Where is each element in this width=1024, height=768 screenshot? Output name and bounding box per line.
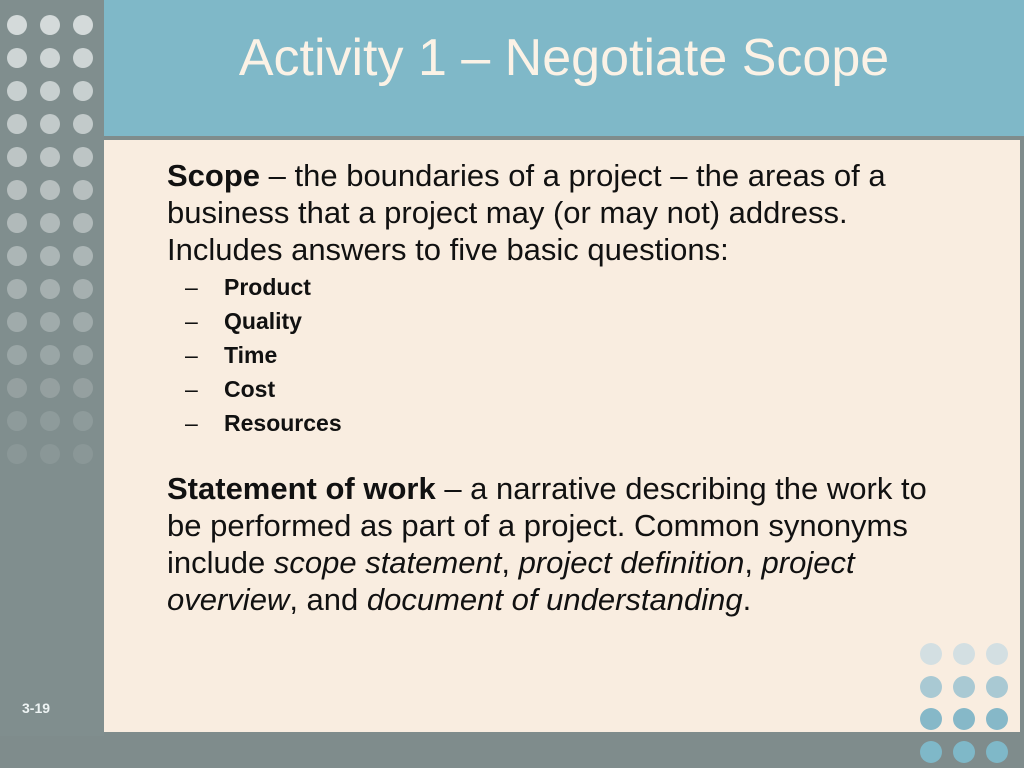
slide-number: 3-19: [22, 700, 51, 716]
decor-dot: [986, 741, 1008, 763]
decor-dot: [920, 708, 942, 730]
decor-dot: [7, 411, 27, 431]
decor-dot: [7, 213, 27, 233]
decor-dot: [40, 444, 60, 464]
decor-dot: [73, 81, 93, 101]
decor-dot: [953, 676, 975, 698]
decor-dot: [40, 147, 60, 167]
decor-dot: [7, 147, 27, 167]
decor-dot: [920, 741, 942, 763]
decor-dot: [7, 378, 27, 398]
list-item-label: Time: [224, 342, 278, 368]
list-item-label: Cost: [224, 376, 276, 402]
decor-dot: [986, 643, 1008, 665]
decor-dot: [40, 345, 60, 365]
list-item: [167, 304, 967, 338]
decor-dot: [7, 279, 27, 299]
decor-dot: [953, 741, 975, 763]
decor-dot: [73, 147, 93, 167]
decor-dot: [40, 378, 60, 398]
list-item: [167, 406, 967, 440]
dash-bullet: –: [185, 274, 198, 300]
decor-dot: [40, 279, 60, 299]
decorative-dot-grid: [0, 0, 104, 480]
decor-dot: [40, 246, 60, 266]
separator: ,: [744, 545, 762, 580]
list-item-label: Product: [224, 274, 311, 300]
statement-of-work-paragraph: [167, 470, 967, 618]
decor-dot: [40, 213, 60, 233]
decor-dot: [40, 15, 60, 35]
synonym-document-of-understanding: document of understanding: [366, 582, 743, 617]
title-bar: [104, 0, 1024, 136]
decor-dot: [7, 246, 27, 266]
decor-dot: [73, 378, 93, 398]
decor-dot: [953, 643, 975, 665]
decor-dot: [7, 15, 27, 35]
decor-dot: [73, 15, 93, 35]
decor-dot: [40, 48, 60, 68]
decor-dot: [7, 312, 27, 332]
list-item: [167, 372, 967, 406]
decor-dot: [73, 444, 93, 464]
scope-definition: – the boundaries of a project – the areas of a business that a project may (or may not) address. Includes answers to five basic questions:: [167, 158, 886, 267]
decor-dot: [7, 444, 27, 464]
synonym-project-overview: project overview: [167, 545, 855, 617]
dash-bullet: –: [185, 342, 198, 368]
decor-dot: [953, 708, 975, 730]
scope-paragraph: [167, 157, 967, 268]
decor-dot: [986, 708, 1008, 730]
decor-dot: [73, 180, 93, 200]
decor-dot: [40, 81, 60, 101]
dash-bullet: –: [185, 308, 198, 334]
list-item: [167, 338, 967, 372]
decor-dot: [40, 180, 60, 200]
list-item-label: Quality: [224, 308, 302, 334]
left-decor-bar: [0, 0, 104, 736]
decor-dot: [7, 81, 27, 101]
decor-dot: [986, 676, 1008, 698]
decor-dot: [7, 345, 27, 365]
sow-definition: – a narrative describing the work to be performed as part of a project. Common synonyms include: [167, 471, 927, 580]
decor-dot: [40, 411, 60, 431]
bottom-strip: [0, 736, 1024, 768]
corner-dot-decoration: [910, 640, 1024, 768]
decor-dot: [73, 246, 93, 266]
decor-dot: [73, 114, 93, 134]
decor-dot: [920, 643, 942, 665]
decor-dot: [920, 676, 942, 698]
slide-body: [167, 157, 967, 618]
scope-term: Scope: [167, 158, 261, 193]
decor-dot: [7, 180, 27, 200]
sentence-end: .: [742, 582, 752, 617]
decor-dot: [40, 312, 60, 332]
separator: , and: [289, 582, 367, 617]
separator: ,: [501, 545, 519, 580]
decor-dot: [73, 312, 93, 332]
decor-dot: [7, 114, 27, 134]
decor-dot: [7, 48, 27, 68]
decor-dot: [40, 114, 60, 134]
slide-title: Activity 1 – Negotiate Scope: [238, 29, 890, 87]
list-item: [167, 270, 967, 304]
synonym-project-definition: project definition: [518, 545, 745, 580]
decor-dot: [73, 48, 93, 68]
list-item-label: Resources: [224, 410, 342, 436]
question-list: [167, 270, 967, 440]
decor-dot: [73, 213, 93, 233]
synonym-scope-statement: scope statement: [273, 545, 502, 580]
decor-dot: [73, 411, 93, 431]
dash-bullet: –: [185, 410, 198, 436]
dash-bullet: –: [185, 376, 198, 402]
decor-dot: [73, 279, 93, 299]
sow-term: Statement of work: [167, 471, 436, 506]
decor-dot: [73, 345, 93, 365]
